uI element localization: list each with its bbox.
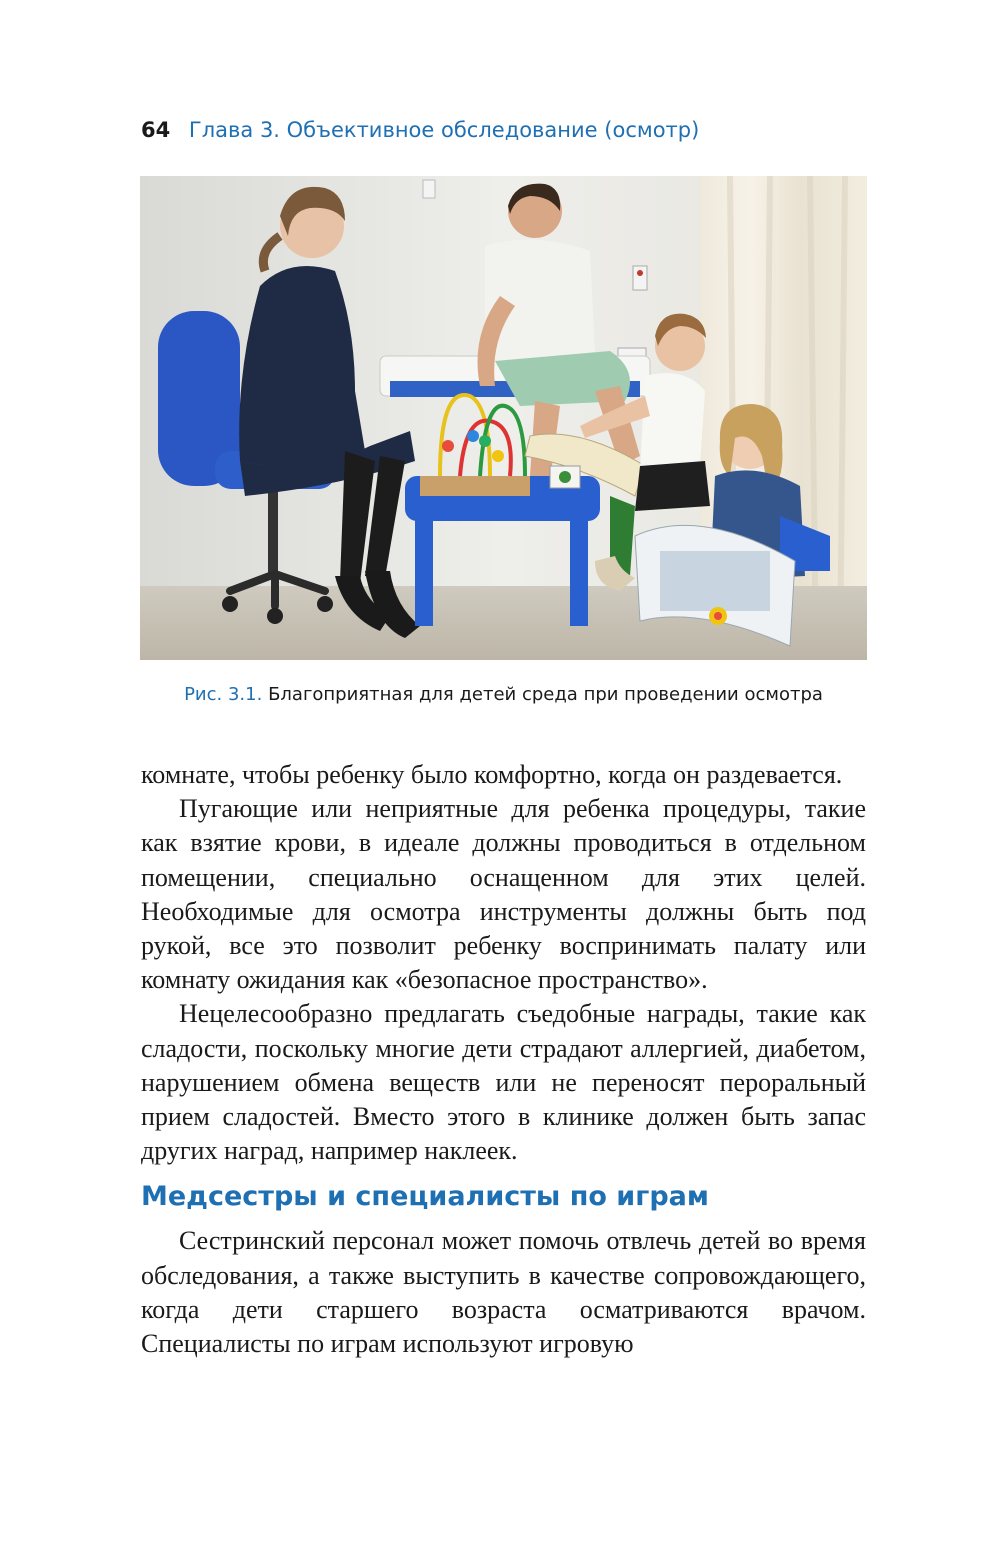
figure-photo <box>140 176 867 660</box>
section-heading: Медсестры и специалисты по играм <box>141 1181 709 1213</box>
paragraph-2: Пугающие или неприятные для ребенка процедуры, такие как взятие крови, в идеале должны проводиться в отдельном помещении, специально оснащенном для этих целей. Необходимые для осмотра инструменты должны быть под рукой, все это позволит ребенку воспринимать палату или комнату ожидания как «безопасное пространство». <box>141 794 866 995</box>
figure-label: Рис. 3.1. <box>184 684 263 705</box>
body-text <box>141 758 866 1361</box>
figure-caption-text: Благоприятная для детей среда при проведении осмотра <box>268 684 823 705</box>
running-head <box>141 112 866 148</box>
paragraph-4: Сестринский персонал может помочь отвлечь детей во время обследования, а также выступить в качестве сопровождающего, когда дети старшего возраста осматриваются врачом. Специалисты по играм используют игровую <box>141 1226 866 1359</box>
clinic-photo-illustration <box>140 176 867 660</box>
paragraph-1: комнате, чтобы ребенку было комфортно, когда он раздевается. <box>141 760 843 789</box>
paragraph-3: Нецелесообразно предлагать съедобные награды, такие как сладости, поскольку многие дети страдают аллергией, диабетом, нарушением обмена веществ или не переносят пероральный прием сладостей. Вместо этого в клинике должен быть запас других наград, например наклеек. <box>141 999 866 1166</box>
chapter-title: Глава 3. Объективное обследование (осмотр) <box>188 118 700 142</box>
page-number: 64 <box>141 118 171 142</box>
figure-caption <box>140 680 867 710</box>
